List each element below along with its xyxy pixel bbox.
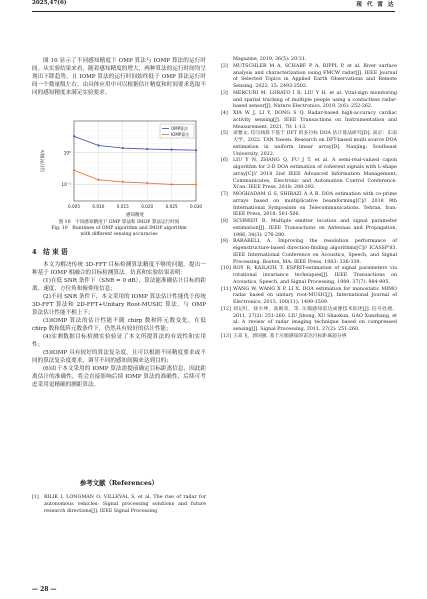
references-right <box>221 57 397 341</box>
page-number: — 28 — <box>32 586 57 593</box>
reference-text: LIU Y N, ZHANG Q, FU J T, et al. A semi-real-valued capon algorithm for 2-D DOA estimation of coherent signals with L-shape array[C]// 2018 2nd IEEE Advanced Information Management, Communicates, Electronic and Automation Control Conference. Xi'an: IEEE Press, 2018: 288-292. <box>233 158 397 191</box>
data-point <box>195 149 197 151</box>
reference-number: [13] <box>221 333 231 339</box>
intro-paragraph: 图 10 显示了不同感知精度下 OMP 算法与 IOMP 算法的运行时间。从实验结果来看，随着感知精度的增大，两种算法的运行时间均呈现出下降趋势，且 IOMP 算法的运行时间始终低于 OMP 算法运行时间一个数量级左右。由具体应用中可以根据估计精度和时间要求选取不同的感知精度来满足实验要求。 <box>32 58 206 96</box>
runtime-chart <box>32 113 206 221</box>
figure-caption-zh: 图 10 不同感知精度下 OMP 算法和 IMOP 算法运行时间 <box>58 220 180 225</box>
x-tick-label: 0.015 <box>116 204 129 209</box>
conclusion-item: (5)IOMP 具有较好的算法复杂度，且可以根据不同精度要求或不同的算法复杂度要求，调节不同的感知间隔来达到目的； <box>32 350 206 364</box>
data-point <box>97 179 99 181</box>
reference-text: BARABELL A. Improving the resolution performance of eigenstructure-based direction-finding algorithms[C]// ICASSP'83. IEEE International Conference on Acoustics, Speech, and Signal Processing. Boston, MA: IEEE Press, 1983: 336-339. <box>233 239 397 265</box>
data-point <box>73 135 75 137</box>
reference-number: [6] <box>221 158 228 164</box>
x-tick-label: 0.030 <box>190 204 202 209</box>
figure-caption-en-2: with different sensing accuracies <box>80 232 158 238</box>
x-tick-label: 0.020 <box>141 204 154 209</box>
reference-text: MERCURI M, LORATO I R, LIU Y H, et al. Vital-sign monitoring and spatial tracking of multiple people using a contactless radar-based sensor[J]. Nature Electronics, 2019, 2(6): 252-262. <box>233 90 397 110</box>
conclusion-item: (6)由于本文采用的 IOMP 算法需提前确定目标距离信息，因此距离估计的准确性，将会直接影响后续 IOMP 算法的准确性，后续可考虑采用更精确的测距算法。 <box>32 366 206 388</box>
reference-number <box>221 57 233 64</box>
reference-number: [12] <box>221 306 231 312</box>
reference-number: [3] <box>221 90 228 96</box>
reference-number: [11] <box>221 286 231 292</box>
data-point <box>171 183 173 185</box>
reference-text: SCHMIDT R. Multiple emitter location and signal parameter estimation[J]. IEEE Transactions on Antennas and Propagation, 1986, 34(3): 276-280. <box>233 219 397 238</box>
reference-text: WANG W, WANG X P, LI X. DOA estimation for monostatic MIMO radar based on unitary root-MUSIC[J]. International Journal of Electronics, 2013, 100(11): 1499-1509. <box>233 286 397 305</box>
data-point <box>171 149 173 151</box>
data-point <box>146 148 148 150</box>
left-column <box>32 57 206 97</box>
y-tick-label: 10⁻¹ <box>61 183 71 189</box>
data-point <box>195 183 197 185</box>
reference-text: XIA W J, LI Y, DONG S Q. Radar-based high-accuracy cardiac activity sensing[J]. IEEE Transactions on Instrumentation and Measurement, 2021, 70: 1-13. <box>233 111 397 130</box>
conclusion-intro: 本文为解决传统 3D-FFT 目标检测算法精度不够的问题，提出一种基于 IOMP 相融合的目标检测算法。仿真和实验结果表明： <box>32 262 206 276</box>
journal-name: 现 代 雷 达 <box>356 2 395 8</box>
y-tick-label: 10⁰ <box>63 151 71 157</box>
figure-caption <box>32 220 206 239</box>
reference-number: [2] <box>221 63 228 69</box>
reference-entry <box>221 219 397 239</box>
x-tick-label: 0.005 <box>68 204 80 209</box>
references-left <box>32 495 206 515</box>
reference-entry <box>221 307 397 334</box>
conclusion-item: (2)不同 SNR 条件下，本文采用的 IOMP 算法估计性能优于传统 3D-FFT 算法和 2D-FFT+Unitary Root-MUSIC 算法，与 OMP 算法估计性能不相上下； <box>32 294 206 316</box>
reference-number: [10] <box>221 266 231 272</box>
reference-entry <box>221 239 397 266</box>
x-tick-label: 0.025 <box>165 204 178 209</box>
data-point <box>73 169 75 171</box>
conclusion-item: (1)在低 SNR 条件下（SNR = 0 dB），算法能准确估计目标的距离、速度、方位角和俯仰角信息； <box>32 278 206 292</box>
reference-entry <box>32 495 206 515</box>
running-header <box>32 0 395 14</box>
conclusion-body <box>32 261 206 389</box>
references-title: 参考文献（References） <box>79 479 159 487</box>
reference-entry <box>221 158 397 192</box>
reference-entry <box>221 91 397 111</box>
reference-entry <box>221 287 397 307</box>
reference-text: MOGHADAM G S, SHIRAZI A A B. DOA estimation with co-prime arrays based on multiplicative beamforming[C]// 2018 9th International Symposium on Telecommunications. Tehran, Iran: IEEE Press, 2018: 501-506. <box>233 192 397 218</box>
issue-number: 2025,47(6) <box>32 0 67 6</box>
reference-number: [8] <box>221 219 228 224</box>
x-axis-label: 感知精度 <box>125 213 145 218</box>
reference-text: 谈雅文. 均匀线阵下基于 DFT 的多目标 DOA 估计算法研究[D]. 南京：东南大学，2022. TAN Yawen. Research on DFT-based multi source DOA estimation in uniform linear array[D]. Nanjing: Southeast University, 2022. <box>233 131 397 157</box>
data-point <box>97 144 99 146</box>
reference-entry <box>221 266 397 286</box>
reference-entry <box>221 334 397 341</box>
legend-label: IOMP算法 <box>171 132 190 137</box>
reference-entry <box>221 192 397 219</box>
series-line <box>74 170 196 184</box>
figure-caption-en-1: Fig. 10 Runtimes of OMP algorithm and IMOP algorithm <box>51 226 187 232</box>
reference-entry <box>221 131 397 158</box>
reference-text: 王高飞，郭国强. 基于压缩感知的雷达目标距离超分辨 <box>233 333 347 339</box>
data-point <box>122 181 124 183</box>
section-title: 4 结 束 语 <box>32 248 68 256</box>
y-axis-label: 运行时间/s <box>41 149 46 173</box>
data-point <box>146 182 148 184</box>
reference-entry <box>221 111 397 131</box>
reference-number: [1] <box>32 495 39 500</box>
reference-number: [7] <box>221 192 228 197</box>
legend-label: OMP算法 <box>171 126 189 131</box>
data-point <box>122 147 124 149</box>
reference-number: [5] <box>221 131 228 137</box>
reference-entry <box>221 57 397 64</box>
conclusion-item: (4)实测数据目标检测实验验证了本文所提算法的有效性和实用性； <box>32 334 206 348</box>
reference-text: BILIK I, LONGMAN O, VILLEVAL S, et al. The rise of radar for autonomous vehicles: Signal processing solutions and future research directions[J]. IEEE Signal Processing <box>44 495 206 514</box>
reference-text: 刘记红，徐少坤，高勋章，等. 压缩感知雷达成像技术综述[J]. 信号处理，2011, 27(2): 251-260. LIU Jihong, XU Shaokun, GAO Xunzhang, et al. A review of radar imaging technique based on compressed sensing[J]. Signal Processing, 2011, 27(2): 251-260. <box>233 306 397 332</box>
reference-text: MUTSCHLER M A, SCHARF P A, RIPPL P, et al. River surface analysis and characterization using FMCW radar[J]. IEEE Journal of Selected Topics in Applied Earth Observations and Remote Sensing, 2022, 15: 2493-2502. <box>233 63 397 89</box>
reference-entry <box>221 64 397 91</box>
reference-text: Magazine, 2019, 36(5): 20-31. <box>233 57 307 62</box>
reference-number: [9] <box>221 239 228 245</box>
header-rule <box>32 11 395 12</box>
x-tick-label: 0.010 <box>92 204 105 209</box>
reference-text: ROY R, KAILATH T. ESPRIT-estimation of signal parameters via rotational invariance techniques[J]. IEEE Transactions on Acoustics, Speech, and Signal Processing, 1989, 37(7): 984-995. <box>233 266 397 285</box>
conclusion-item: (3)IOMP 算法的估计性能不随 chirp 数和阵元数变化，在低 chirp 数和低阵元数条件下，仍然具有较好的估计性能； <box>32 318 206 332</box>
reference-number: [4] <box>221 111 228 116</box>
